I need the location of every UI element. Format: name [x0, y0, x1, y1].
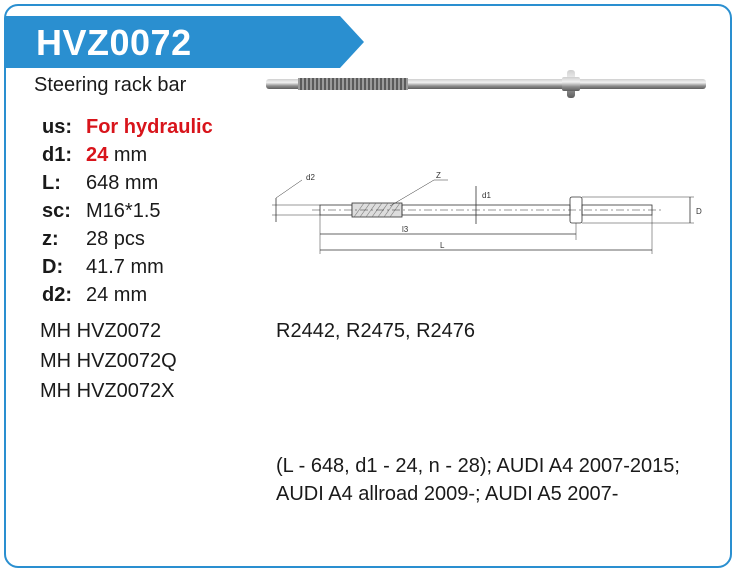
spec-value: M16*1.5 [86, 200, 161, 222]
spec-key: us: [42, 116, 72, 138]
label-L: L [440, 241, 445, 250]
part-number: MH HVZ0072 [40, 320, 162, 342]
spec-value: For hydraulic [86, 116, 213, 138]
spec-key: sc: [42, 200, 71, 222]
spec-value: 24 mm [86, 284, 148, 306]
label-D: D [696, 207, 702, 216]
label-l3: l3 [402, 225, 409, 234]
spec-key: L: [42, 172, 61, 194]
spec-value: 28 pcs [86, 228, 145, 250]
product-photo [262, 66, 712, 106]
spec-key: D: [42, 256, 64, 278]
label-d2: d2 [306, 173, 315, 182]
spec-value-group [86, 144, 147, 167]
spec-unit: mm [113, 144, 148, 166]
header-tab [6, 16, 364, 68]
applications-line: AUDI A4 allroad 2009-; AUDI A5 2007- [276, 483, 619, 505]
spec-value: 41.7 mm [86, 256, 164, 278]
part-number: MH HVZ0072Q [40, 350, 177, 372]
product-name: Steering rack bar [34, 74, 187, 96]
rack-teeth [298, 78, 408, 90]
spec-value: 24 [86, 144, 109, 166]
applications-line: (L - 648, d1 - 24, n - 28); AUDI A4 2007-2015; [276, 455, 680, 477]
spec-key: z: [42, 228, 59, 250]
spec-value: 648 mm [86, 172, 159, 194]
part-number: MH HVZ0072X [40, 380, 175, 402]
technical-drawing [262, 168, 712, 258]
label-d1: d1 [482, 191, 491, 200]
spec-key: d1: [42, 144, 72, 166]
product-code: HVZ0072 [36, 22, 192, 63]
applications [276, 452, 680, 508]
spec-key: d2: [42, 284, 72, 306]
rack-collar-hub [562, 77, 580, 91]
label-z: Z [436, 171, 441, 180]
cross-references: R2442, R2475, R2476 [276, 320, 476, 342]
